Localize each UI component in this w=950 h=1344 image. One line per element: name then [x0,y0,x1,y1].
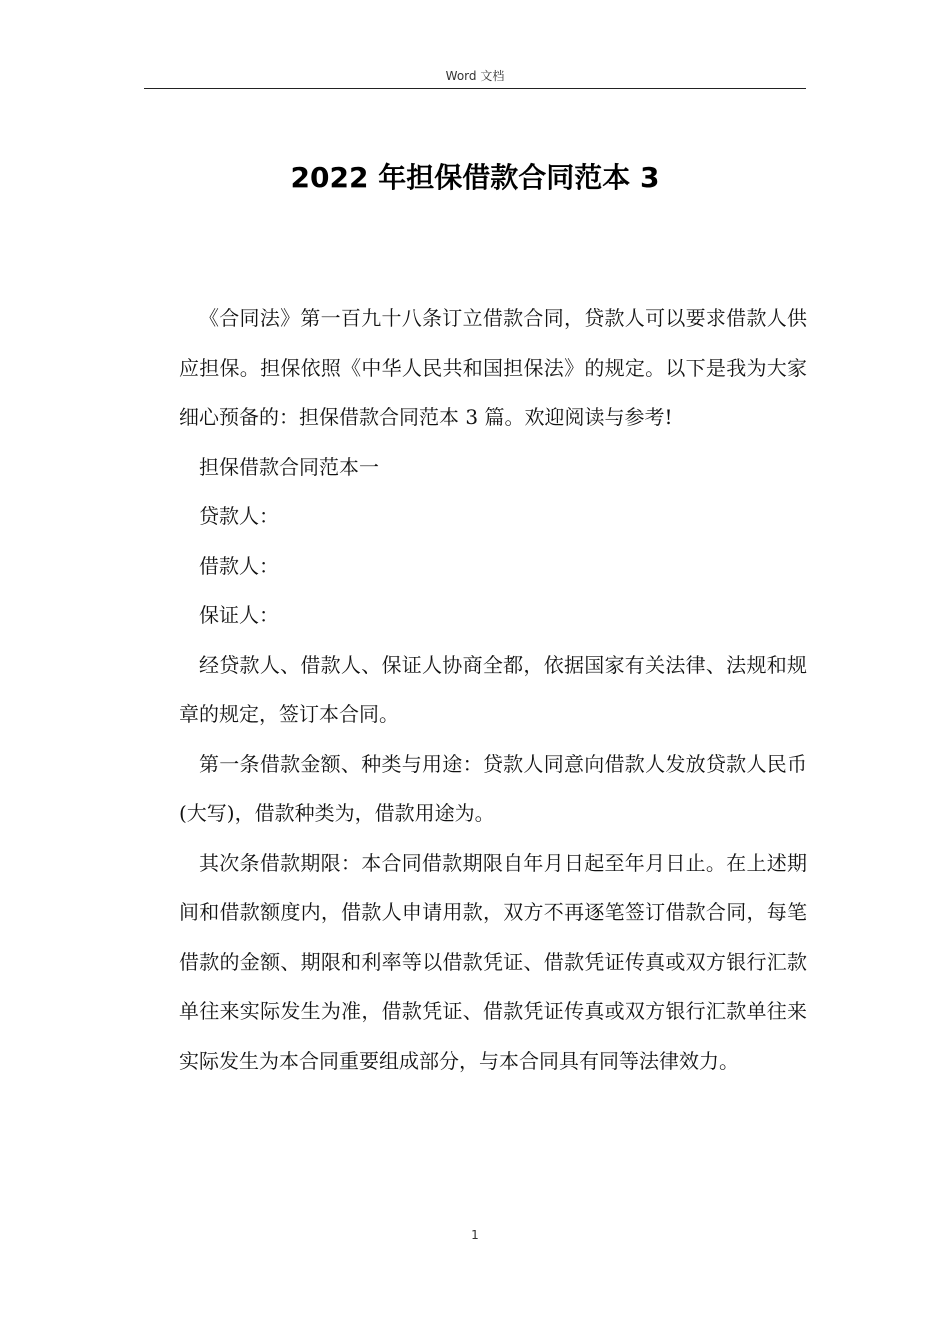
paragraph-article-2: 其次条借款期限：本合同借款期限自年月日起至年月日止。在上述期间和借款额度内，借款人申请用款，双方不再逐笔签订借款合同，每笔借款的金额、期限和利率等以借款凭证、借款凭证传真或双方银行汇款单往来实际发生为准，借款凭证、借款凭证传真或双方银行汇款单往来实际发生为本合同重要组成部分，与本合同具有同等法律效力。 [179,850,807,1073]
paragraph-borrower: 借款人： [199,553,279,578]
paragraph-lender: 贷款人： [199,504,279,528]
header-divider [144,88,806,89]
document-body [179,294,807,1086]
paragraph-intro: 《合同法》第一百九十八条订立借款合同，贷款人可以要求借款人供应担保。担保依照《中华人民共和国担保法》的规定。以下是我为大家细心预备的：担保借款合同范本 3 篇。欢迎阅读与参考! [179,306,807,429]
paragraph-guarantor: 保证人： [199,603,279,627]
paragraph-article-1: 第一条借款金额、种类与用途：贷款人同意向借款人发放贷款人民币(大写)，借款种类为，借款用途为。 [179,751,807,825]
page-number: 1 [471,1228,479,1242]
page-header: Word 文档 [445,69,505,83]
document-title: 2022 年担保借款合同范本 3 [290,161,660,194]
paragraph-agreement: 经贷款人、借款人、保证人协商全都，依据国家有关法律、法规和规章的规定，签订本合同。 [179,652,807,726]
paragraph-section-heading: 担保借款合同范本一 [199,454,379,479]
